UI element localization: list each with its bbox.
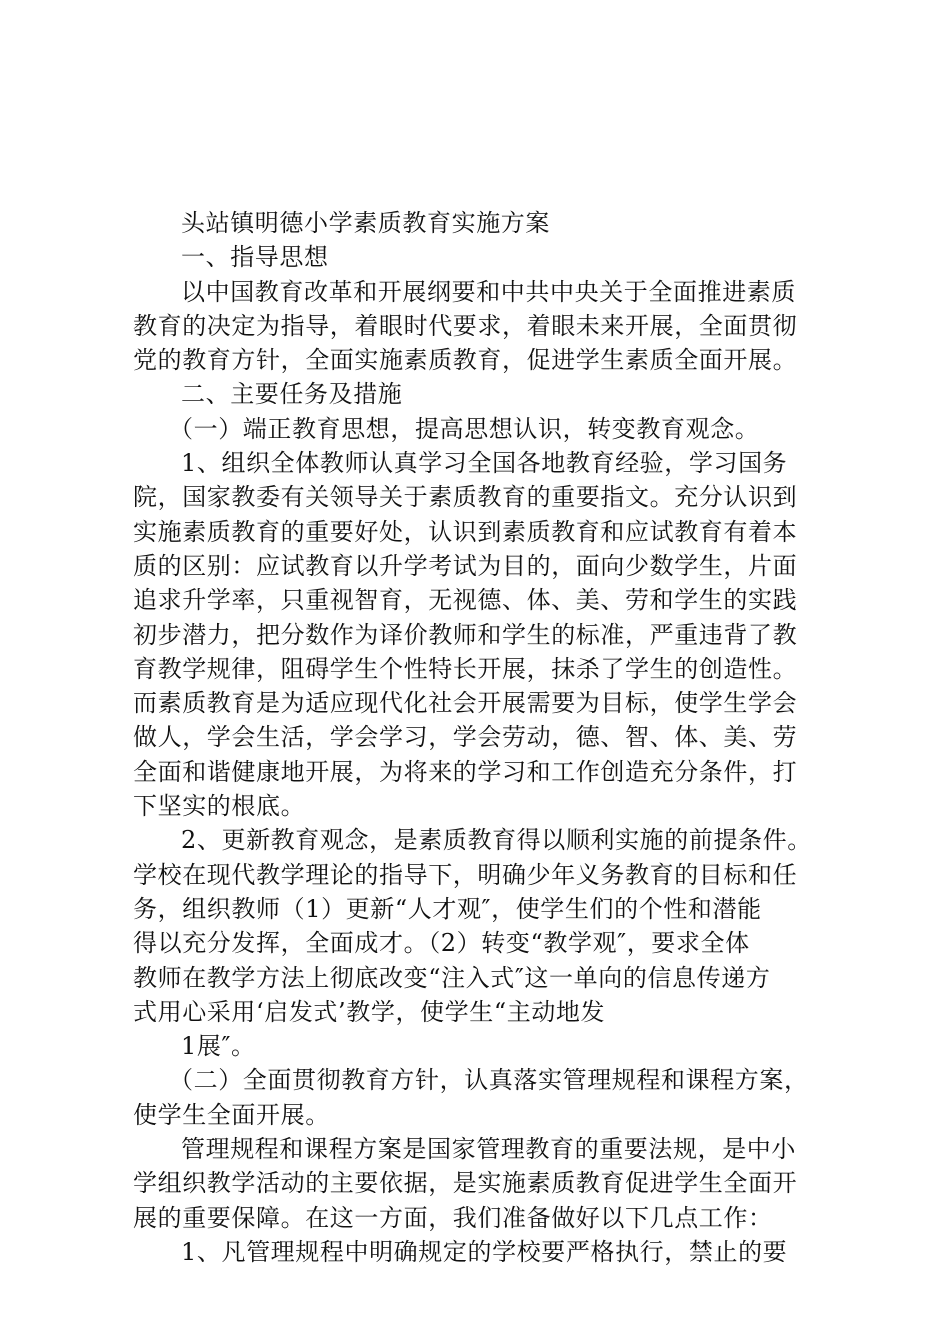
- paragraph-line: 下坚实的根底。: [133, 792, 306, 821]
- paragraph-line: 管理规程和课程方案是国家管理教育的重要法规，是中小: [181, 1135, 796, 1164]
- paragraph-line: 1、组织全体教师认真学习全国各地教育经验，学习国务: [181, 449, 788, 478]
- paragraph-line: 全面和谐健康地开展，为将来的学习和工作创造充分条件，打: [133, 757, 798, 786]
- paragraph-line: 而素质教育是为适应现代化社会开展需要为目标，使学生学会: [133, 689, 798, 718]
- paragraph-line: 实施素质教育的重要好处，认识到素质教育和应试教育有着本: [133, 517, 798, 546]
- paragraph-line: 院，国家教委有关领导关于素质教育的重要指文。充分认识到: [133, 483, 798, 512]
- paragraph-line: 党的教育方针，全面实施素质教育，促进学生素质全面开展。: [133, 346, 798, 375]
- paragraph-line: 追求升学率，只重视智育，无视德、体、美、劳和学生的实践: [133, 586, 798, 615]
- section-heading: 二、主要任务及措施: [181, 380, 403, 409]
- paragraph-line: 务，组织教师（1）更新“人才观″，使学生们的个性和潜能: [133, 894, 762, 923]
- paragraph-line: 2、更新教育观念，是素质教育得以顺利实施的前提条件。: [181, 826, 812, 855]
- subsection-heading: （一）端正教育思想，提高思想认识，转变教育观念。: [169, 414, 760, 443]
- paragraph-line: 初步潜力，把分数作为译价教师和学生的标准，严重违背了教: [133, 620, 798, 649]
- paragraph-line: 1、凡管理规程中明确规定的学校要严格执行，禁止的要: [181, 1237, 788, 1266]
- paragraph-line: 式用心采用‘启发式’教学，使学生“主动地发: [133, 997, 606, 1026]
- document-body: [133, 206, 833, 1269]
- paragraph-line: 质的区别：应试教育以升学考试为目的，面向少数学生，片面: [133, 551, 798, 580]
- section-heading: 一、指导思想: [181, 243, 329, 272]
- paragraph-line: 学校在现代教学理论的指导下，明确少年义务教育的目标和任: [133, 860, 798, 889]
- document-title: 头站镇明德小学素质教育实施方案: [181, 209, 550, 237]
- paragraph-line: 以中国教育改革和开展纲要和中共中央关于全面推进素质: [181, 277, 796, 306]
- paragraph-line: 做人，学会生活，学会学习，学会劳动，德、智、体、美、劳: [133, 723, 798, 752]
- paragraph-line: 学组织教学活动的主要依据，是实施素质教育促进学生全面开: [133, 1169, 798, 1198]
- paragraph-line: 使学生全面开展。: [133, 1100, 330, 1129]
- paragraph-line: 展的重要保障。在这一方面，我们准备做好以下几点工作：: [133, 1203, 773, 1232]
- paragraph-line: 得以充分发挥，全面成才。（2）转变“教学观″，要求全体: [133, 929, 750, 958]
- paragraph-line: 教师在教学方法上彻底改变“注入式″这一单向的信息传递方: [133, 963, 771, 992]
- paragraph-line: 1展″。: [181, 1032, 256, 1061]
- subsection-heading: （二）全面贯彻教育方针，认真落实管理规程和课程方案，: [169, 1066, 809, 1095]
- paragraph-line: 教育的决定为指导，着眼时代要求，着眼未来开展，全面贯彻: [133, 311, 798, 340]
- paragraph-line: 育教学规律，阻碍学生个性特长开展，抹杀了学生的创造性。: [133, 654, 798, 683]
